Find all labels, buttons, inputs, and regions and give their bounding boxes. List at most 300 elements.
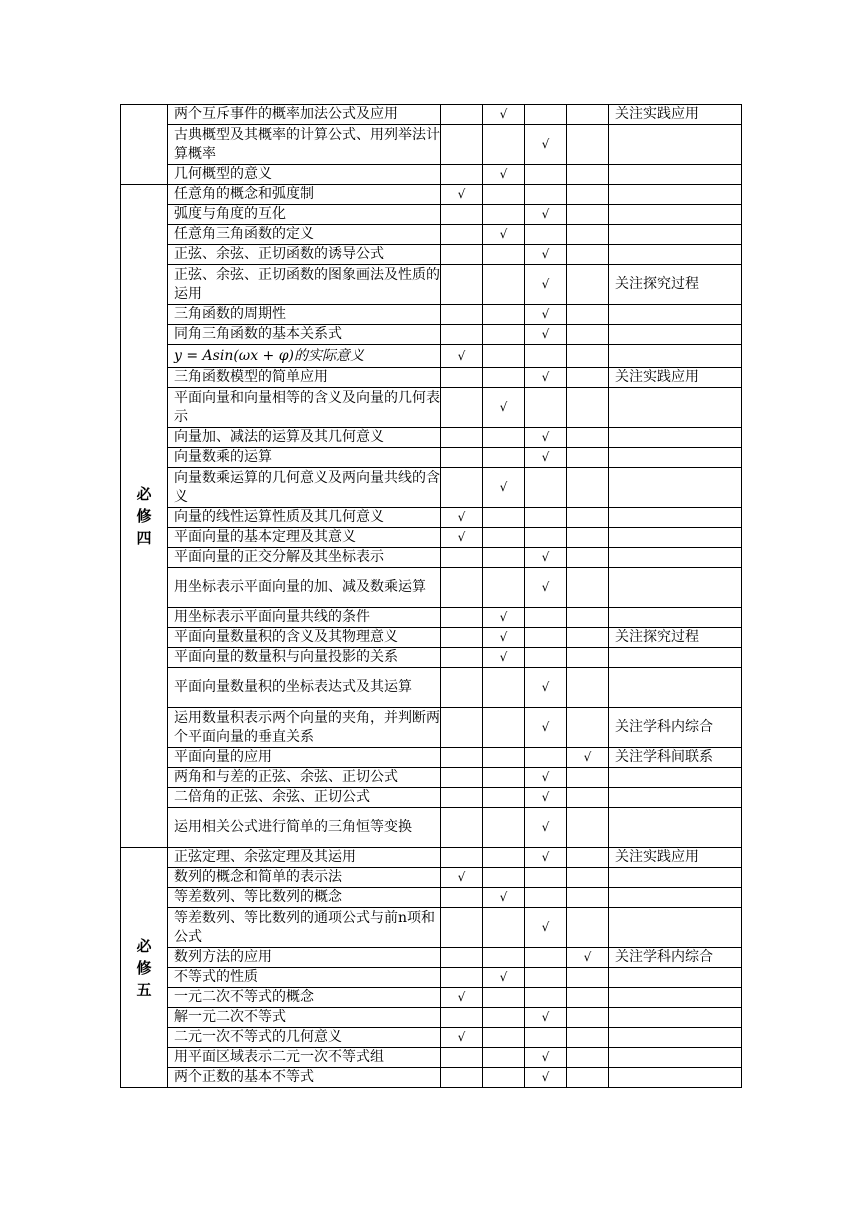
note-cell (609, 548, 742, 568)
topic-cell: 正弦、余弦、正切函数的诱导公式 (168, 245, 441, 265)
level-2-cell (483, 668, 525, 708)
topic-cell: 用坐标表示平面向量共线的条件 (168, 608, 441, 628)
note-cell (609, 125, 742, 165)
level-3-cell (525, 608, 567, 628)
check-mark: √ (541, 580, 550, 594)
level-1-cell (441, 388, 483, 428)
note-cell: 关注探究过程 (609, 265, 742, 305)
table-row (121, 608, 742, 628)
topic-cell: 三角函数的周期性 (168, 305, 441, 325)
check-mark: √ (499, 400, 508, 414)
level-2-cell (483, 245, 525, 265)
check-mark: √ (541, 1050, 550, 1064)
table-row (121, 1048, 742, 1068)
level-4-cell (567, 788, 609, 808)
check-mark: √ (541, 850, 550, 864)
table-row (121, 265, 742, 305)
level-3-cell (525, 848, 567, 868)
level-3-cell (525, 908, 567, 948)
level-1-cell (441, 508, 483, 528)
note-cell (609, 345, 742, 368)
topic-cell: 等差数列、等比数列的概念 (168, 888, 441, 908)
level-3-cell (525, 125, 567, 165)
topic-cell: 解一元二次不等式 (168, 1008, 441, 1028)
topic-cell: 平面向量的应用 (168, 748, 441, 768)
level-4-cell (567, 528, 609, 548)
level-2-cell (483, 548, 525, 568)
note-cell (609, 185, 742, 205)
note-cell (609, 1028, 742, 1048)
level-1-cell (441, 345, 483, 368)
level-1-cell (441, 368, 483, 388)
note-cell (609, 448, 742, 468)
check-mark: √ (541, 277, 550, 291)
module-cell: 必 修 五 (121, 848, 168, 1088)
table-row (121, 125, 742, 165)
check-mark: √ (541, 790, 550, 804)
level-4-cell (567, 548, 609, 568)
topic-cell: 任意角的概念和弧度制 (168, 185, 441, 205)
level-2-cell (483, 748, 525, 768)
level-1-cell (441, 265, 483, 305)
table-row (121, 245, 742, 265)
level-4-cell (567, 305, 609, 325)
level-1-cell (441, 125, 483, 165)
level-2-cell (483, 788, 525, 808)
level-1-cell (441, 768, 483, 788)
topic-cell: 等差数列、等比数列的通项公式与前n项和公式 (168, 908, 441, 948)
level-1-cell (441, 948, 483, 968)
topic-cell: 一元二次不等式的概念 (168, 988, 441, 1008)
level-3-cell (525, 808, 567, 848)
level-4-cell (567, 968, 609, 988)
note-cell (609, 968, 742, 988)
level-2-cell (483, 388, 525, 428)
level-4-cell (567, 628, 609, 648)
check-mark: √ (457, 348, 466, 363)
table-row (121, 105, 742, 125)
level-1-cell (441, 225, 483, 245)
level-4-cell (567, 245, 609, 265)
note-cell (609, 225, 742, 245)
topic-cell: 平面向量数量积的坐标表达式及其运算 (168, 668, 441, 708)
topic-cell: 向量数乘的运算 (168, 448, 441, 468)
level-2-cell (483, 948, 525, 968)
level-2-cell (483, 1068, 525, 1088)
level-2-cell (483, 968, 525, 988)
level-2-cell (483, 628, 525, 648)
level-1-cell (441, 448, 483, 468)
level-4-cell (567, 345, 609, 368)
level-4-cell (567, 185, 609, 205)
level-2-cell (483, 888, 525, 908)
level-4-cell (567, 468, 609, 508)
level-4-cell (567, 748, 609, 768)
table-row (121, 808, 742, 848)
level-3-cell (525, 165, 567, 185)
level-4-cell (567, 508, 609, 528)
level-1-cell (441, 808, 483, 848)
level-3-cell (525, 648, 567, 668)
level-4-cell (567, 568, 609, 608)
topic-cell: 运用相关公式进行简单的三角恒等变换 (168, 808, 441, 848)
topic-cell: 不等式的性质 (168, 968, 441, 988)
level-1-cell (441, 788, 483, 808)
level-1-cell (441, 1008, 483, 1028)
level-1-cell (441, 708, 483, 748)
level-3-cell (525, 345, 567, 368)
level-1-cell (441, 245, 483, 265)
table-row (121, 848, 742, 868)
check-mark: √ (457, 187, 466, 201)
level-2-cell (483, 325, 525, 345)
level-2-cell (483, 185, 525, 205)
level-4-cell (567, 848, 609, 868)
level-2-cell (483, 345, 525, 368)
note-cell (609, 668, 742, 708)
level-3-cell (525, 205, 567, 225)
level-4-cell (567, 888, 609, 908)
level-1-cell (441, 325, 483, 345)
level-4-cell (567, 125, 609, 165)
module-cell: 必 修 四 (121, 185, 168, 848)
check-mark: √ (457, 870, 466, 884)
level-3-cell (525, 1028, 567, 1048)
level-2-cell (483, 808, 525, 848)
level-1-cell (441, 1068, 483, 1088)
table-row (121, 448, 742, 468)
level-3-cell (525, 245, 567, 265)
level-2-cell (483, 848, 525, 868)
level-4-cell (567, 1068, 609, 1088)
level-1-cell (441, 428, 483, 448)
level-2-cell (483, 428, 525, 448)
level-1-cell (441, 165, 483, 185)
level-1-cell (441, 648, 483, 668)
table-row (121, 568, 742, 608)
table-row (121, 548, 742, 568)
level-2-cell (483, 868, 525, 888)
check-mark: √ (457, 530, 466, 544)
level-1-cell (441, 105, 483, 125)
check-mark: √ (541, 1070, 550, 1084)
check-mark: √ (457, 1030, 466, 1044)
note-cell (609, 305, 742, 325)
note-cell (609, 205, 742, 225)
level-4-cell (567, 868, 609, 888)
note-cell: 关注学科间联系 (609, 748, 742, 768)
note-cell (609, 868, 742, 888)
level-3-cell (525, 988, 567, 1008)
level-4-cell (567, 165, 609, 185)
table-row (121, 165, 742, 185)
topic-cell: 二倍角的正弦、余弦、正切公式 (168, 788, 441, 808)
topic-cell: 古典概型及其概率的计算公式、用列举法计算概率 (168, 125, 441, 165)
level-4-cell (567, 428, 609, 448)
level-1-cell (441, 185, 483, 205)
table-row (121, 325, 742, 345)
level-4-cell (567, 265, 609, 305)
topic-cell: 用平面区域表示二元一次不等式组 (168, 1048, 441, 1068)
level-3-cell (525, 1008, 567, 1028)
topic-cell: 两个互斥事件的概率加法公式及应用 (168, 105, 441, 125)
topic-cell: 平面向量的基本定理及其意义 (168, 528, 441, 548)
note-cell: 关注学科内综合 (609, 948, 742, 968)
level-4-cell (567, 1048, 609, 1068)
table-row (121, 708, 742, 748)
level-3-cell (525, 305, 567, 325)
module-cell (121, 105, 168, 185)
level-2-cell (483, 768, 525, 788)
table-row (121, 788, 742, 808)
level-1-cell (441, 968, 483, 988)
note-cell (609, 528, 742, 548)
level-1-cell (441, 528, 483, 548)
level-2-cell (483, 448, 525, 468)
table-row (121, 948, 742, 968)
level-1-cell (441, 848, 483, 868)
topic-cell: 正弦定理、余弦定理及其运用 (168, 848, 441, 868)
level-4-cell (567, 225, 609, 245)
check-mark: √ (499, 970, 508, 984)
level-4-cell (567, 808, 609, 848)
check-mark: √ (499, 107, 508, 121)
level-3-cell (525, 768, 567, 788)
level-4-cell (567, 988, 609, 1008)
note-cell (609, 325, 742, 345)
topic-cell: 向量数乘运算的几何意义及两向量共线的含义 (168, 468, 441, 508)
level-1-cell (441, 1048, 483, 1068)
note-cell (609, 648, 742, 668)
check-mark: √ (499, 610, 508, 624)
topic-cell: 数列的概念和简单的表示法 (168, 868, 441, 888)
topic-cell: 同角三角函数的基本关系式 (168, 325, 441, 345)
table-row (121, 668, 742, 708)
topic-cell: 两个正数的基本不等式 (168, 1068, 441, 1088)
table-row (121, 908, 742, 948)
table-row (121, 768, 742, 788)
note-cell (609, 428, 742, 448)
topic-cell: 正弦、余弦、正切函数的图象画法及性质的运用 (168, 265, 441, 305)
topic-cell: y = Asin(ωx + φ)的实际意义 (168, 345, 441, 368)
note-cell: 关注实践应用 (609, 848, 742, 868)
level-3-cell (525, 888, 567, 908)
table-row (121, 388, 742, 428)
note-cell (609, 808, 742, 848)
level-4-cell (567, 1028, 609, 1048)
check-mark: √ (457, 510, 466, 524)
note-cell (609, 908, 742, 948)
note-cell (609, 888, 742, 908)
level-3-cell (525, 265, 567, 305)
note-cell (609, 788, 742, 808)
note-cell (609, 508, 742, 528)
note-cell (609, 768, 742, 788)
check-mark: √ (541, 450, 550, 464)
table-row (121, 1008, 742, 1028)
level-4-cell (567, 948, 609, 968)
level-4-cell (567, 908, 609, 948)
level-3-cell (525, 968, 567, 988)
level-1-cell (441, 1028, 483, 1048)
table-row (121, 508, 742, 528)
note-cell: 关注学科内综合 (609, 708, 742, 748)
table-row (121, 1068, 742, 1088)
check-mark: √ (499, 227, 508, 241)
level-1-cell (441, 628, 483, 648)
table-row (121, 368, 742, 388)
level-1-cell (441, 305, 483, 325)
check-mark: √ (541, 327, 550, 341)
table-row (121, 528, 742, 548)
level-2-cell (483, 708, 525, 748)
level-2-cell (483, 508, 525, 528)
topic-cell: 二元一次不等式的几何意义 (168, 1028, 441, 1048)
note-cell (609, 1068, 742, 1088)
level-1-cell (441, 748, 483, 768)
level-2-cell (483, 265, 525, 305)
level-4-cell (567, 648, 609, 668)
level-2-cell (483, 608, 525, 628)
level-3-cell (525, 548, 567, 568)
check-mark: √ (499, 630, 508, 644)
note-cell (609, 165, 742, 185)
note-cell (609, 1048, 742, 1068)
topic-cell: 平面向量的正交分解及其坐标表示 (168, 548, 441, 568)
table-row (121, 428, 742, 448)
level-2-cell (483, 468, 525, 508)
level-1-cell (441, 868, 483, 888)
level-1-cell (441, 908, 483, 948)
level-2-cell (483, 1008, 525, 1028)
level-3-cell (525, 528, 567, 548)
check-mark: √ (541, 680, 550, 694)
table-row (121, 648, 742, 668)
level-4-cell (567, 1008, 609, 1028)
level-1-cell (441, 668, 483, 708)
level-3-cell (525, 448, 567, 468)
topic-cell: 向量加、减法的运算及其几何意义 (168, 428, 441, 448)
level-4-cell (567, 668, 609, 708)
level-2-cell (483, 908, 525, 948)
level-2-cell (483, 305, 525, 325)
topic-cell: 用坐标表示平面向量的加、减及数乘运算 (168, 568, 441, 608)
check-mark: √ (541, 720, 550, 734)
check-mark: √ (541, 307, 550, 321)
level-2-cell (483, 648, 525, 668)
level-2-cell (483, 1028, 525, 1048)
level-1-cell (441, 548, 483, 568)
level-2-cell (483, 528, 525, 548)
check-mark: √ (541, 370, 550, 384)
level-3-cell (525, 568, 567, 608)
note-cell (609, 468, 742, 508)
note-cell: 关注探究过程 (609, 628, 742, 648)
level-2-cell (483, 1048, 525, 1068)
level-1-cell (441, 568, 483, 608)
table-row (121, 988, 742, 1008)
level-3-cell (525, 1048, 567, 1068)
check-mark: √ (457, 990, 466, 1004)
level-3-cell (525, 388, 567, 428)
level-2-cell (483, 368, 525, 388)
level-4-cell (567, 768, 609, 788)
level-3-cell (525, 668, 567, 708)
table-row (121, 868, 742, 888)
table-row (121, 225, 742, 245)
topic-cell: 平面向量的数量积与向量投影的关系 (168, 648, 441, 668)
level-4-cell (567, 708, 609, 748)
level-3-cell (525, 948, 567, 968)
check-mark: √ (499, 890, 508, 904)
level-1-cell (441, 205, 483, 225)
check-mark: √ (541, 770, 550, 784)
level-2-cell (483, 205, 525, 225)
level-2-cell (483, 105, 525, 125)
requirements-table (120, 104, 742, 1088)
check-mark: √ (541, 920, 550, 934)
level-3-cell (525, 788, 567, 808)
topic-cell: 运用数量积表示两个向量的夹角，并判断两个平面向量的垂直关系 (168, 708, 441, 748)
level-4-cell (567, 608, 609, 628)
note-cell (609, 608, 742, 628)
level-3-cell (525, 368, 567, 388)
check-mark: √ (583, 950, 592, 964)
level-4-cell (567, 368, 609, 388)
topic-cell: 两角和与差的正弦、余弦、正切公式 (168, 768, 441, 788)
level-1-cell (441, 608, 483, 628)
check-mark: √ (541, 137, 550, 151)
check-mark: √ (541, 550, 550, 564)
level-2-cell (483, 165, 525, 185)
table-row (121, 205, 742, 225)
note-cell (609, 1008, 742, 1028)
level-3-cell (525, 225, 567, 245)
level-3-cell (525, 868, 567, 888)
note-cell (609, 388, 742, 428)
table-row (121, 305, 742, 325)
level-4-cell (567, 388, 609, 428)
topic-cell: 几何概型的意义 (168, 165, 441, 185)
note-cell (609, 245, 742, 265)
level-2-cell (483, 125, 525, 165)
check-mark: √ (541, 247, 550, 261)
topic-cell: 向量的线性运算性质及其几何意义 (168, 508, 441, 528)
note-cell (609, 568, 742, 608)
level-4-cell (567, 325, 609, 345)
table-row (121, 628, 742, 648)
check-mark: √ (541, 1010, 550, 1024)
check-mark: √ (541, 820, 550, 834)
level-4-cell (567, 105, 609, 125)
level-3-cell (525, 325, 567, 345)
note-cell: 关注实践应用 (609, 105, 742, 125)
topic-cell: 数列方法的应用 (168, 948, 441, 968)
level-1-cell (441, 468, 483, 508)
level-3-cell (525, 1068, 567, 1088)
check-mark: √ (499, 480, 508, 494)
table-row (121, 185, 742, 205)
level-1-cell (441, 888, 483, 908)
level-2-cell (483, 225, 525, 245)
table-row (121, 1028, 742, 1048)
level-3-cell (525, 428, 567, 448)
level-3-cell (525, 105, 567, 125)
topic-cell: 任意角三角函数的定义 (168, 225, 441, 245)
table-row (121, 968, 742, 988)
topic-cell: 弧度与角度的互化 (168, 205, 441, 225)
note-cell: 关注实践应用 (609, 368, 742, 388)
